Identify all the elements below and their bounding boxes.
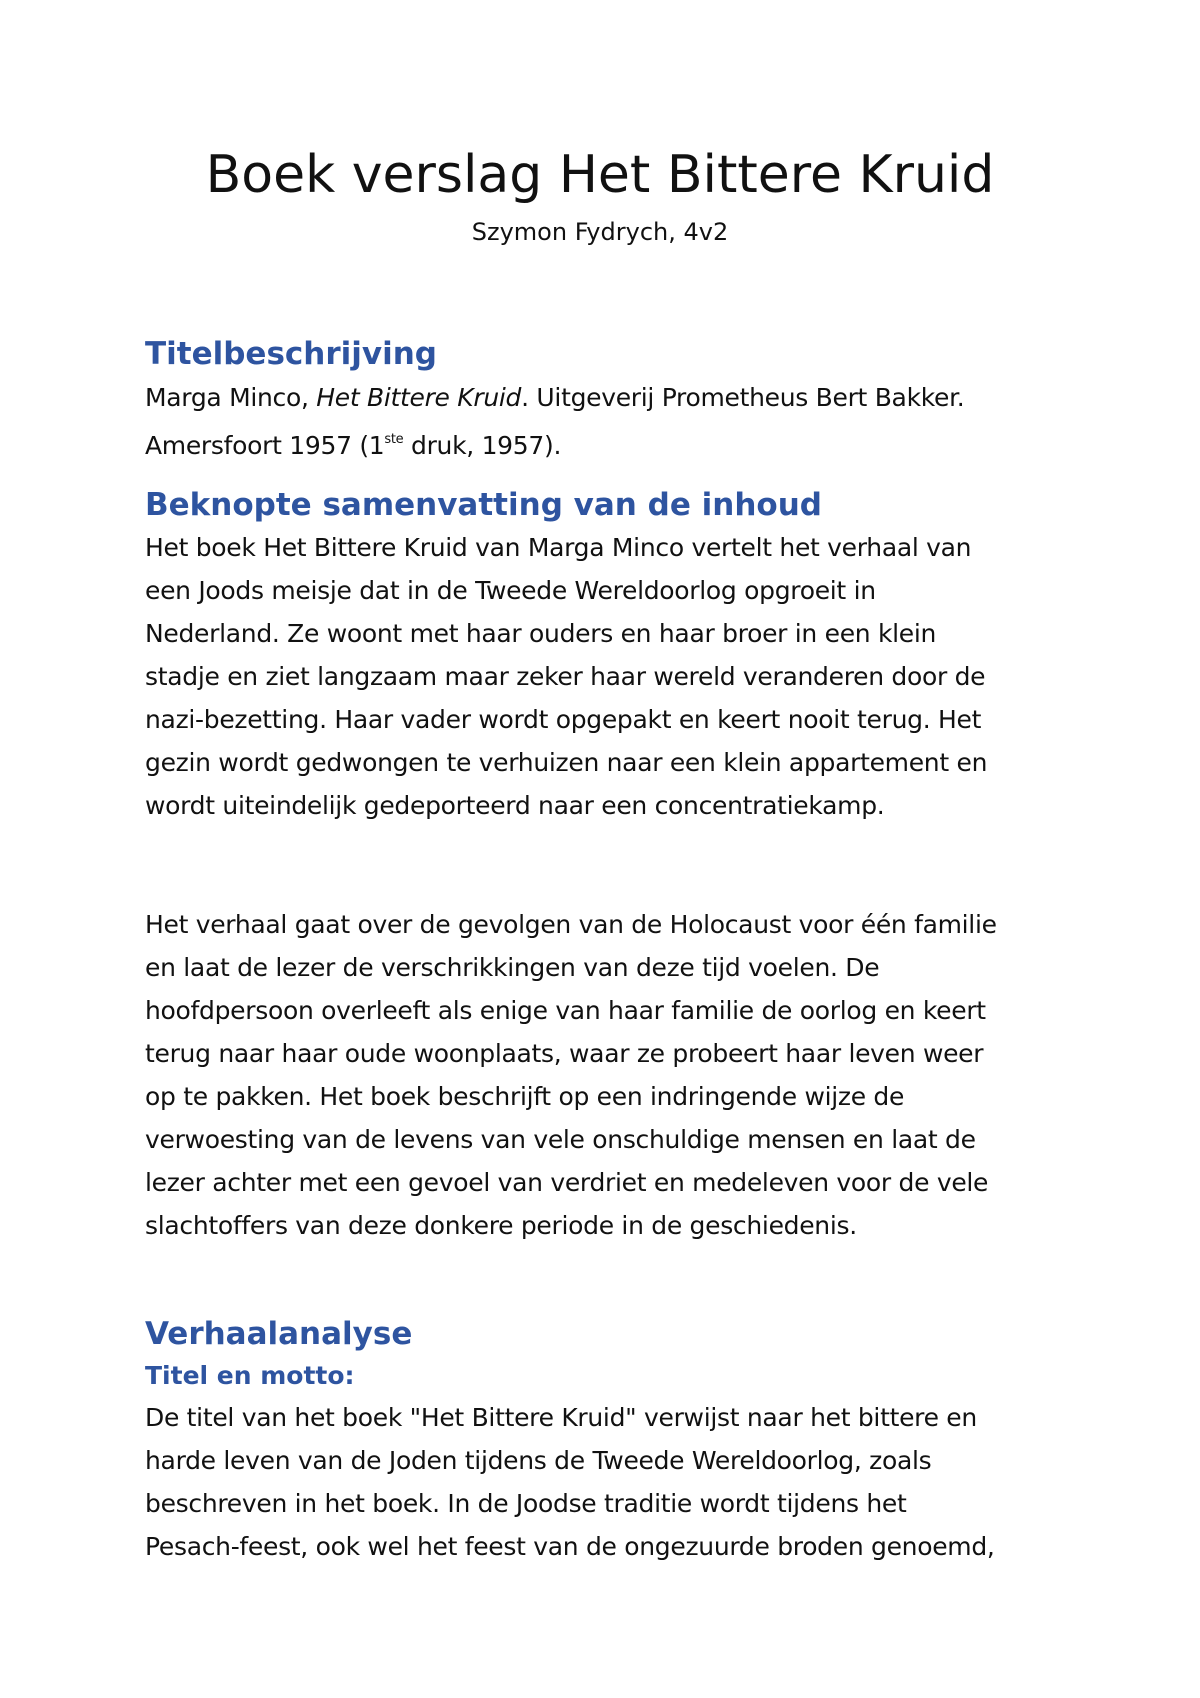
- text-line: Nederland. Ze woont met haar ouders en haar broer in een klein: [145, 619, 937, 648]
- text-line: beschreven in het boek. In de Joodse traditie wordt tijdens het: [145, 1489, 907, 1518]
- text-line: gezin wordt gedwongen te verhuizen naar een klein appartement en: [145, 748, 988, 777]
- text-line: harde leven van de Joden tijdens de Tweede Wereldoorlog, zoals: [145, 1446, 932, 1475]
- superscript: ste: [384, 432, 404, 447]
- heading-titelbeschrijving: Titelbeschrijving: [145, 336, 437, 372]
- text-line: slachtoffers van deze donkere periode in de geschiedenis.: [145, 1211, 857, 1240]
- text-line: Pesach-feest, ook wel het feest van de ongezuurde broden genoemd,: [145, 1532, 995, 1561]
- text: . Uitgeverij Prometheus Bert Bakker.: [521, 383, 965, 412]
- text-line: lezer achter met een gevoel van verdriet en medeleven voor de vele: [145, 1168, 989, 1197]
- heading-samenvatting: Beknopte samenvatting van de inhoud: [145, 487, 822, 523]
- text-line: wordt uiteindelijk gedeporteerd naar een concentratiekamp.: [145, 791, 885, 820]
- subheading-titel-en-motto: Titel en motto:: [145, 1361, 355, 1390]
- document-title: Boek verslag Het Bittere Kruid: [205, 145, 995, 205]
- citation-line-1: [145, 380, 964, 416]
- text-line: De titel van het boek "Het Bittere Kruid" verwijst naar het bittere en: [145, 1403, 977, 1432]
- citation-line-2: [145, 422, 561, 464]
- text: Marga Minco,: [145, 383, 317, 412]
- text-line: Het verhaal gaat over de gevolgen van de Holocaust voor één familie: [145, 910, 997, 939]
- text-line: op te pakken. Het boek beschrijft op een indringende wijze de: [145, 1082, 905, 1111]
- text: druk, 1957).: [403, 431, 562, 460]
- text-line: stadje en ziet langzaam maar zeker haar wereld veranderen door de: [145, 662, 986, 691]
- text-line: nazi-bezetting. Haar vader wordt opgepakt en keert nooit terug. Het: [145, 705, 982, 734]
- book-title-italic: Het Bittere Kruid: [316, 383, 522, 412]
- text-line: en laat de lezer de verschrikkingen van deze tijd voelen. De: [145, 953, 880, 982]
- text-line: Het boek Het Bittere Kruid van Marga Minco vertelt het verhaal van: [145, 533, 972, 562]
- text-line: hoofdpersoon overleeft als enige van haar familie de oorlog en keert: [145, 996, 986, 1025]
- heading-verhaalanalyse: Verhaalanalyse: [145, 1316, 413, 1352]
- text-line: verwoesting van de levens van vele onschuldige mensen en laat de: [145, 1125, 976, 1154]
- text-line: terug naar haar oude woonplaats, waar ze probeert haar leven weer: [145, 1039, 984, 1068]
- text-line: een Joods meisje dat in de Tweede Wereldoorlog opgroeit in: [145, 576, 876, 605]
- document-author: Szymon Fydrych, 4v2: [471, 218, 729, 246]
- text: Amersfoort 1957 (1: [145, 431, 385, 460]
